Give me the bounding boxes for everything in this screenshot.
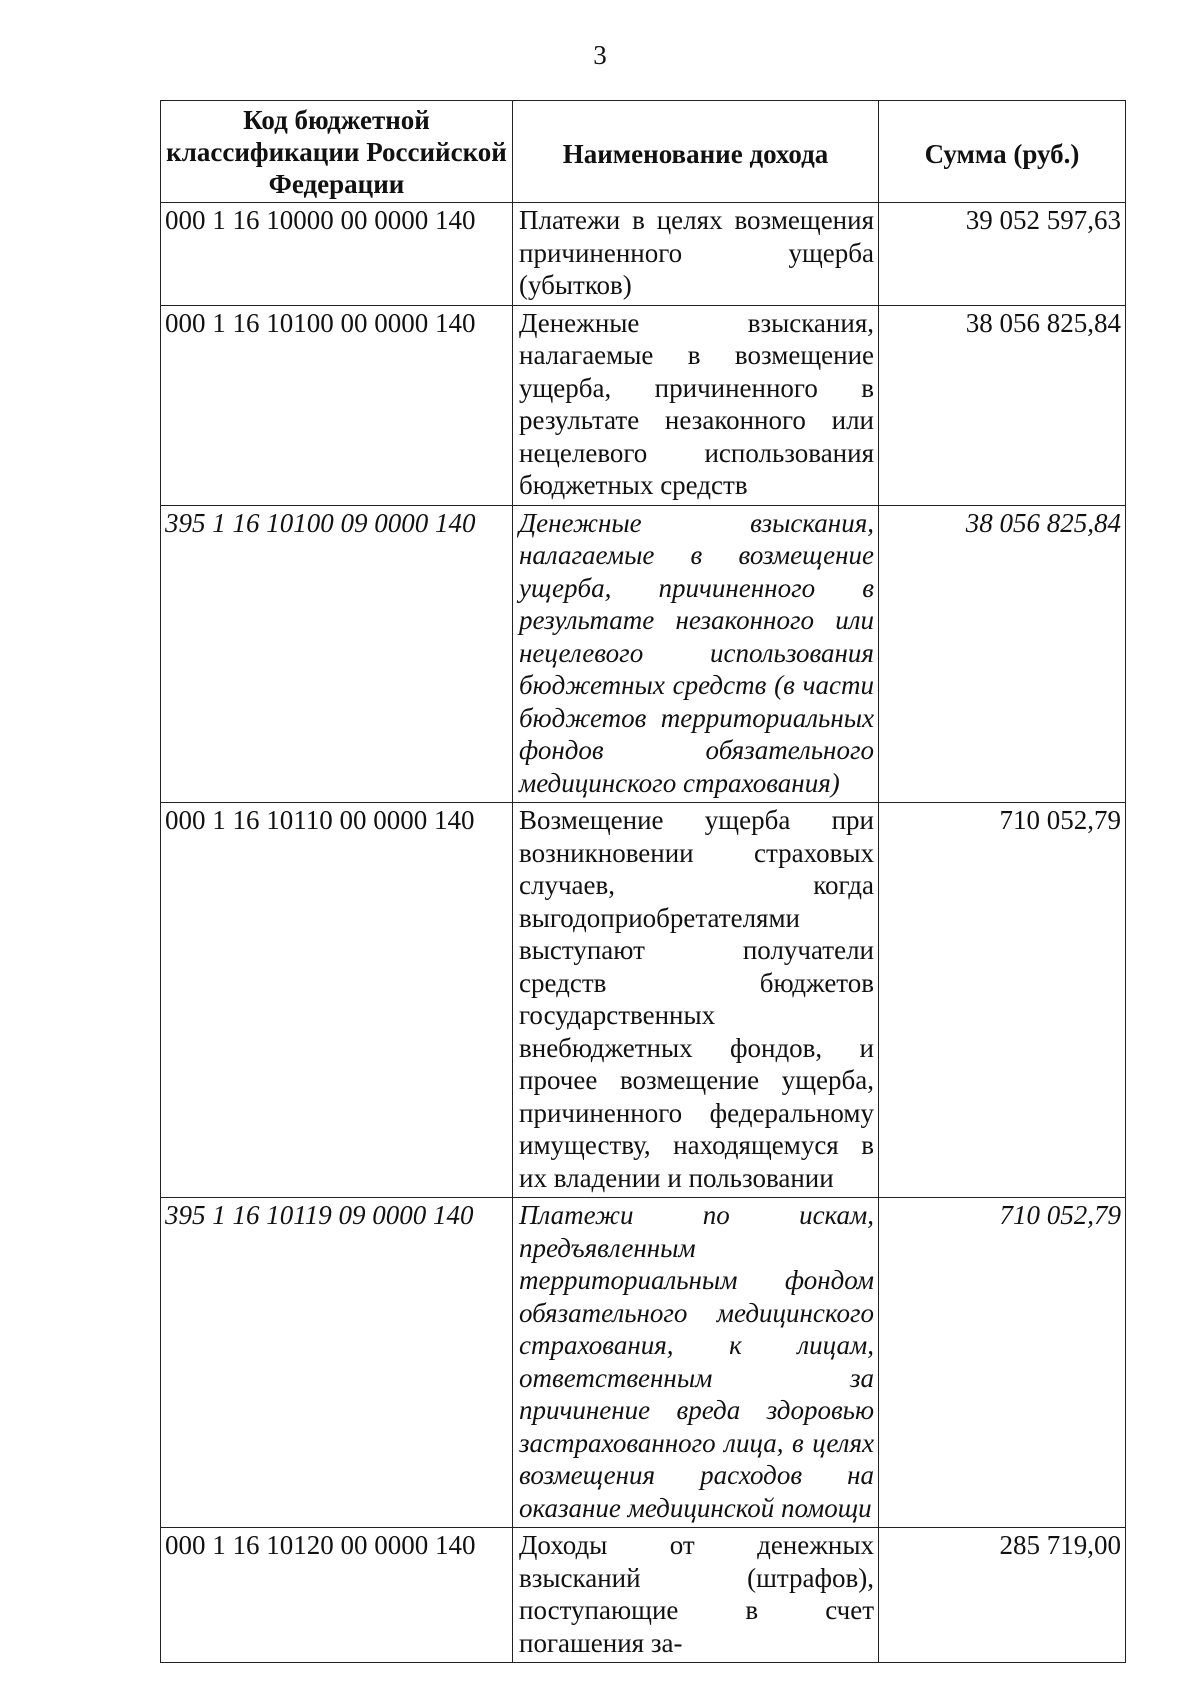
table-header-row bbox=[161, 101, 1126, 203]
header-code: Код бюджетной классификации Российской Федерации bbox=[161, 101, 513, 203]
row-code: 000 1 16 10110 00 0000 140 bbox=[161, 803, 513, 1198]
page-number: 3 bbox=[593, 40, 607, 70]
row-name: Денежные взыскания, налагаемые в возмещение ущерба, причиненного в результате незаконного или нецелевого использования бюджетных средств (в части бюджетов территориальных фондов обязательного медицинского страхования) bbox=[513, 505, 879, 803]
row-name: Денежные взыскания, налагаемые в возмещение ущерба, причиненного в результате незаконного или нецелевого использования бюджетных средств bbox=[513, 305, 879, 505]
table-row bbox=[161, 803, 1126, 1198]
row-code: 000 1 16 10000 00 0000 140 bbox=[161, 203, 513, 306]
row-name: Платежи по искам, предъявленным территориальным фондом обязательного медицинского страхования, к лицам, ответственным за причинение вреда здоровью застрахованного лица, в целях возмещения расходов на оказание медицинской помощи bbox=[513, 1198, 879, 1528]
table-row bbox=[161, 1528, 1126, 1663]
row-sum: 39 052 597,63 bbox=[879, 203, 1126, 306]
row-sum: 38 056 825,84 bbox=[879, 505, 1126, 803]
row-sum: 710 052,79 bbox=[879, 1198, 1126, 1528]
row-sum: 38 056 825,84 bbox=[879, 305, 1126, 505]
header-sum: Сумма (руб.) bbox=[879, 101, 1126, 203]
row-name: Доходы от денежных взысканий (штрафов), поступающие в счет погашения за- bbox=[513, 1528, 879, 1663]
table-row bbox=[161, 505, 1126, 803]
row-code: 395 1 16 10119 09 0000 140 bbox=[161, 1198, 513, 1528]
table-row bbox=[161, 203, 1126, 306]
table-row bbox=[161, 305, 1126, 505]
header-name: Наименование дохода bbox=[513, 101, 879, 203]
table-row bbox=[161, 1198, 1126, 1528]
row-sum: 285 719,00 bbox=[879, 1528, 1126, 1663]
row-name: Возмещение ущерба при возникновении страховых случаев, когда выгодоприобретателями выступают получатели средств бюджетов государственных внебюджетных фондов, и прочее возмещение ущерба, причиненного федеральному имуществу, находящемуся в их владении и пользовании bbox=[513, 803, 879, 1198]
revenue-table bbox=[160, 100, 1126, 1663]
row-code: 000 1 16 10100 00 0000 140 bbox=[161, 305, 513, 505]
row-name: Платежи в целях возмещения причиненного ущерба (убытков) bbox=[513, 203, 879, 306]
row-sum: 710 052,79 bbox=[879, 803, 1126, 1198]
row-code: 395 1 16 10100 09 0000 140 bbox=[161, 505, 513, 803]
row-code: 000 1 16 10120 00 0000 140 bbox=[161, 1528, 513, 1663]
